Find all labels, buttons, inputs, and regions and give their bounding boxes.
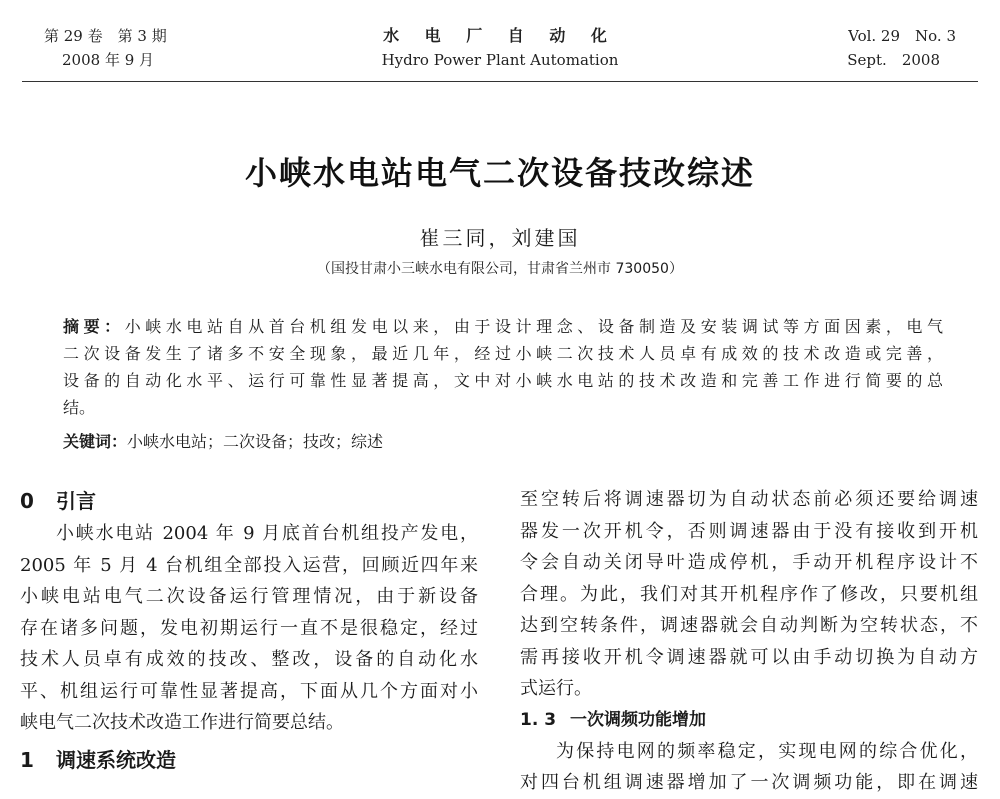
journal-name-en: Hydro Power Plant Automation [381, 51, 619, 69]
header-date-en: Sept. 2008 [847, 51, 940, 69]
subsection-number: 1. 3 [520, 709, 557, 730]
abstract-text: 小峡水电站自从首台机组发电以来，由于设计理念、设备制造及安装调试等方面因素，电气 [124, 317, 943, 336]
paragraph-line: 式运行。 [520, 678, 592, 699]
abstract-label: 摘要： [63, 317, 125, 336]
paragraph-line: 小峡电站电气二次设备运行管理情况，由于新设备 [20, 586, 478, 607]
section-title: 调速系统改造 [56, 747, 176, 772]
abstract-line: 二次设备发生了诸多不安全现象，最近几年，经过小峡二次技术人员卓有成效的技术改造或完善， [63, 344, 943, 363]
paragraph-line: 器发一次开机令，否则调速器由于没有接收到开机 [520, 520, 978, 542]
section-heading-governor [20, 743, 478, 777]
header-journal-name [300, 24, 700, 72]
left-column [20, 484, 478, 777]
paragraph-line: 小峡水电站 2004 年 9 月底首台机组投产发电， [56, 523, 478, 544]
paragraph-line: 至空转后将调速器切为自动状态前必须还要给调速 [520, 489, 978, 510]
keywords-text: 小峡水电站；二次设备；技改；综述 [127, 432, 384, 451]
paper-title: 小峡水电站电气二次设备技改综述 [244, 154, 755, 192]
section-number: 1 [20, 747, 34, 772]
paragraph-line: 对四台机组调速器增加了一次调频功能，即在调速 [520, 772, 978, 793]
header-date: 2008 年 9 月 [62, 51, 155, 69]
paper-authors: 崔三同，刘建国 [419, 226, 581, 250]
keywords-label: 关键词： [63, 432, 128, 451]
paragraph-line: 需再接收开机令调速器就可以由手动切换为自动方 [520, 646, 978, 668]
section-number: 0 [20, 489, 34, 513]
subsection-heading-primary-frequency [520, 705, 978, 736]
paragraph-line: 达到空转条件，调速器就会自动判断为空转状态，不 [520, 615, 978, 636]
paper-affiliation: （国投甘肃小三峡水电有限公司，甘肃省兰州市 730050） [317, 261, 683, 277]
paragraph-line: 为保持电网的频率稳定，实现电网的综合优化， [556, 740, 978, 762]
header-volume: 第 29 卷 第 3 期 [44, 27, 167, 45]
header-volume-issue [44, 24, 167, 72]
paragraph-line: 合理。为此，我们对其开机程序作了修改，只要机组 [520, 583, 978, 605]
abstract-line: 设备的自动化水平、运行可靠性显著提高，文中对小峡水电站的技术改造和完善工作进行简要的总 [63, 371, 943, 390]
paragraph-line: 2005 年 5 月 4 台机组全部投入运营，回顾近四年来 [20, 554, 478, 576]
paragraph-line: 存在诸多问题，发电初期运行一直不是很稳定，经过 [20, 617, 478, 639]
header-rule [22, 81, 978, 82]
journal-name-cn: 水 电 厂 自 动 化 [383, 26, 617, 45]
abstract-line [63, 313, 943, 340]
abstract-line: 结。 [63, 398, 96, 417]
keywords [63, 428, 383, 455]
paragraph-line: 令会自动关闭导叶造成停机，手动开机程序设计不 [520, 552, 978, 573]
paragraph-line: 技术人员卓有成效的技改、整改，设备的自动化水 [20, 649, 478, 670]
paragraph-line: 峡电气二次技术改造工作进行简要总结。 [20, 712, 344, 733]
right-column [520, 484, 978, 799]
subsection-title: 一次调频功能增加 [570, 709, 706, 730]
section-heading-introduction [20, 484, 478, 518]
abstract [63, 313, 943, 421]
section-title: 引言 [56, 489, 96, 513]
paragraph-line: 平、机组运行可靠性显著提高，下面从几个方面对小 [20, 680, 478, 702]
header-volume-issue-en [847, 24, 956, 72]
header-volume-en: Vol. 29 No. 3 [848, 27, 956, 45]
